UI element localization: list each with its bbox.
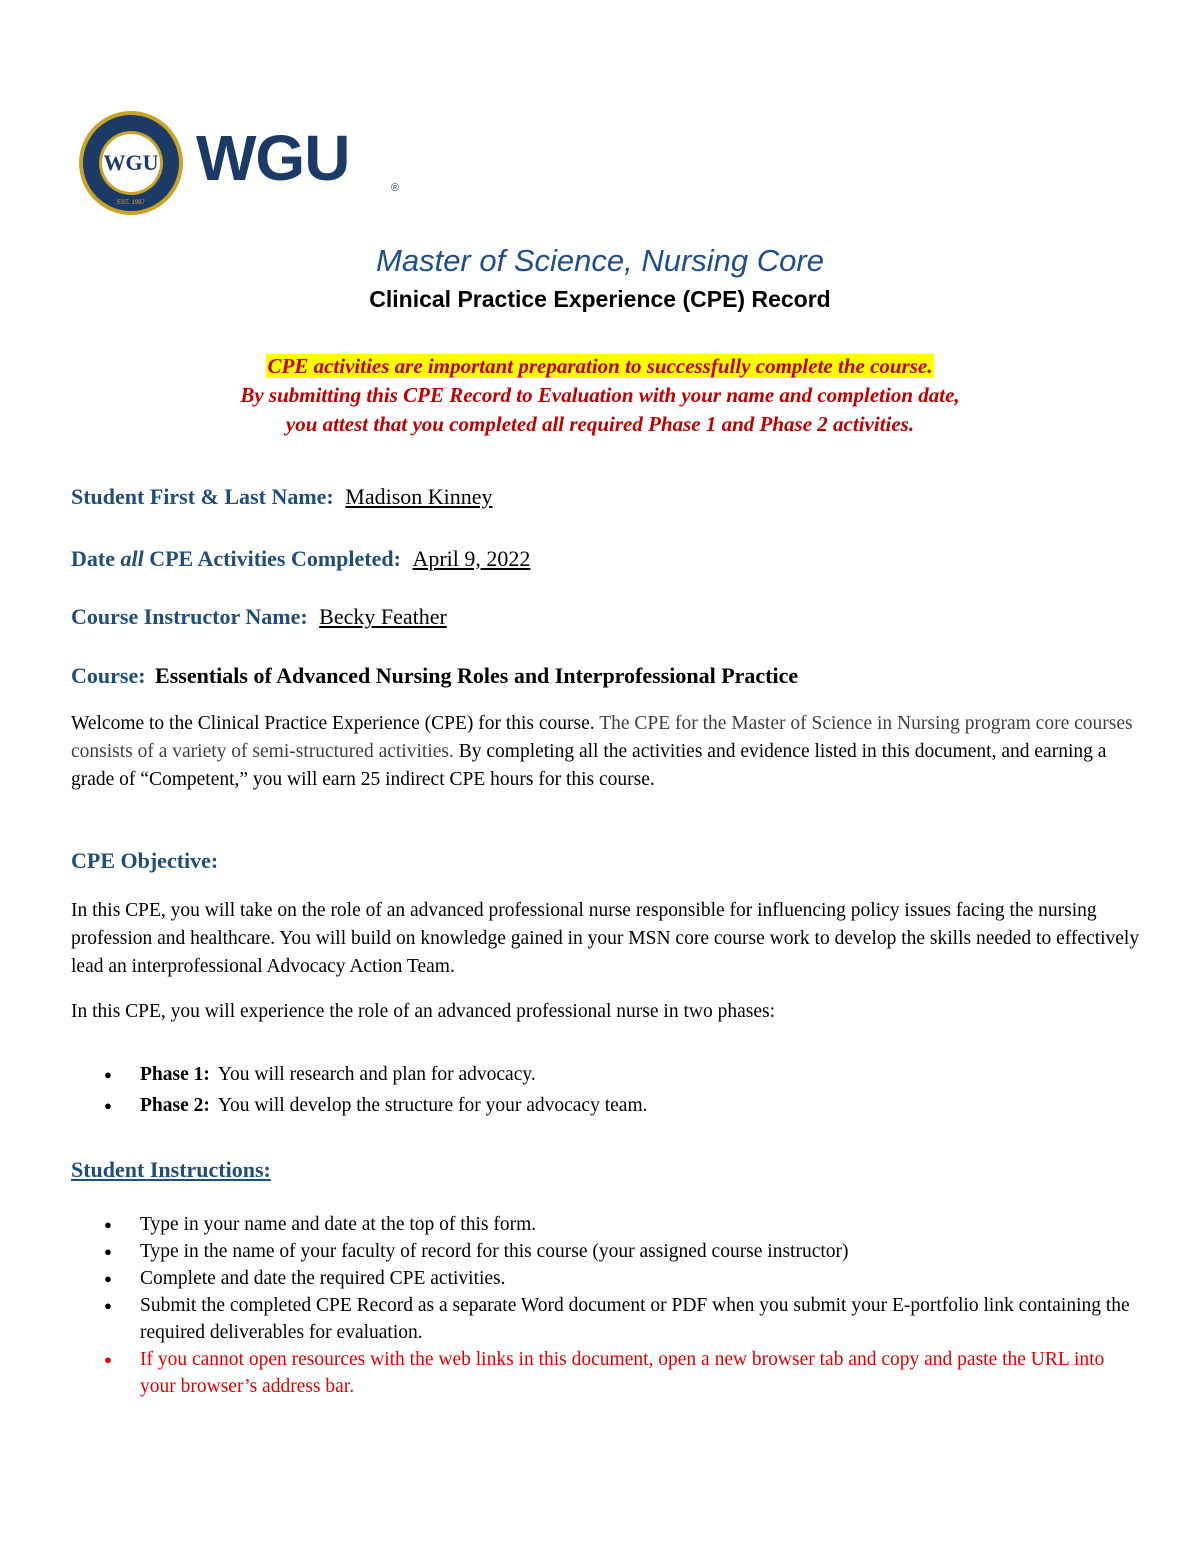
page-title: Master of Science, Nursing Core [376, 243, 824, 278]
course-label: Course: [71, 663, 146, 688]
objective-paragraph: In this CPE, you will take on the role of an advanced professional nurse responsible for influencing policy issues facing the nursing profession and healthcare. You will build on knowledge gained in your MSN core course work to develop the skills needed to effectively lead an interprofessional Advocacy Action Team. [71, 900, 1140, 977]
phase-2-text: You will develop the structure for your advocacy team. [217, 1095, 648, 1116]
list-item: ● Type in your name and date at the top of this form. [100, 1211, 1130, 1238]
welcome-part-1: Welcome to the Clinical Practice Experience (CPE) for this course. [71, 713, 595, 734]
course-field [71, 663, 798, 689]
page-subtitle: Clinical Practice Experience (CPE) Record [369, 286, 831, 312]
completion-date-value[interactable]: April 9, 2022 [412, 546, 531, 571]
instructor-value[interactable]: Becky Feather [319, 604, 447, 629]
date-label-emphasis: all [120, 546, 144, 571]
notice-line-2: By submitting this CPE Record to Evaluation with your name and completion date, [240, 383, 960, 407]
list-item: ● Submit the completed CPE Record as a separate Word document or PDF when you submit your E-portfolio link containing the required deliverables for evaluation. [100, 1292, 1130, 1346]
notice-line-3: you attest that you completed all required Phase 1 and Phase 2 activities. [285, 412, 915, 436]
wgu-wordmark: WGU [196, 122, 350, 194]
instructor-label: Course Instructor Name: [71, 604, 308, 629]
phase-1-text: You will research and plan for advocacy. [217, 1064, 536, 1085]
student-name-label: Student First & Last Name: [71, 484, 334, 509]
course-value: Essentials of Advanced Nursing Roles and Interprofessional Practice [155, 663, 799, 688]
welcome-part-2: The CPE for the Master of Science in Nursing program core courses consists of a variety of semi-structured activities. [71, 713, 1133, 762]
list-item [100, 1061, 1130, 1088]
welcome-part-3: By completing all the activities and evidence listed in this document, and earning a grade of “Competent,” you will earn 25 indirect CPE hours for this course. [71, 741, 1107, 790]
list-item: ● Complete and date the required CPE activities. [100, 1265, 1130, 1292]
instructions-heading: Student Instructions: [71, 1157, 271, 1182]
welcome-paragraph [71, 710, 1141, 794]
student-name-value[interactable]: Madison Kinney [345, 484, 493, 509]
phase-list [100, 1061, 1130, 1123]
phases-intro: In this CPE, you will experience the role of an advanced professional nurse in two phases: [71, 1001, 775, 1022]
list-item [100, 1092, 1130, 1119]
svg-text:EST. 1997: EST. 1997 [117, 200, 145, 206]
student-name-field [71, 484, 493, 510]
list-item: ● Type in the name of your faculty of record for this course (your assigned course instructor) [100, 1238, 1130, 1265]
completion-date-field [71, 546, 530, 572]
date-label-pre: Date [71, 546, 115, 571]
phase-1-label: Phase 1: [140, 1064, 210, 1085]
university-seal-icon [78, 110, 184, 216]
instructions-list [100, 1211, 1130, 1400]
objective-heading: CPE Objective: [71, 848, 219, 873]
registered-mark: ® [391, 182, 400, 194]
wgu-logo [78, 110, 418, 214]
svg-text:WGU: WGU [103, 150, 159, 175]
instructor-field [71, 604, 447, 630]
phase-2-label: Phase 2: [140, 1095, 210, 1116]
date-label-post: CPE Activities Completed: [149, 546, 401, 571]
notice-line-1: CPE activities are important preparation to successfully complete the course. [267, 354, 933, 378]
list-item-warning: ● If you cannot open resources with the web links in this document, open a new browser tab and copy and paste the URL into your browser’s address bar. [100, 1346, 1130, 1400]
